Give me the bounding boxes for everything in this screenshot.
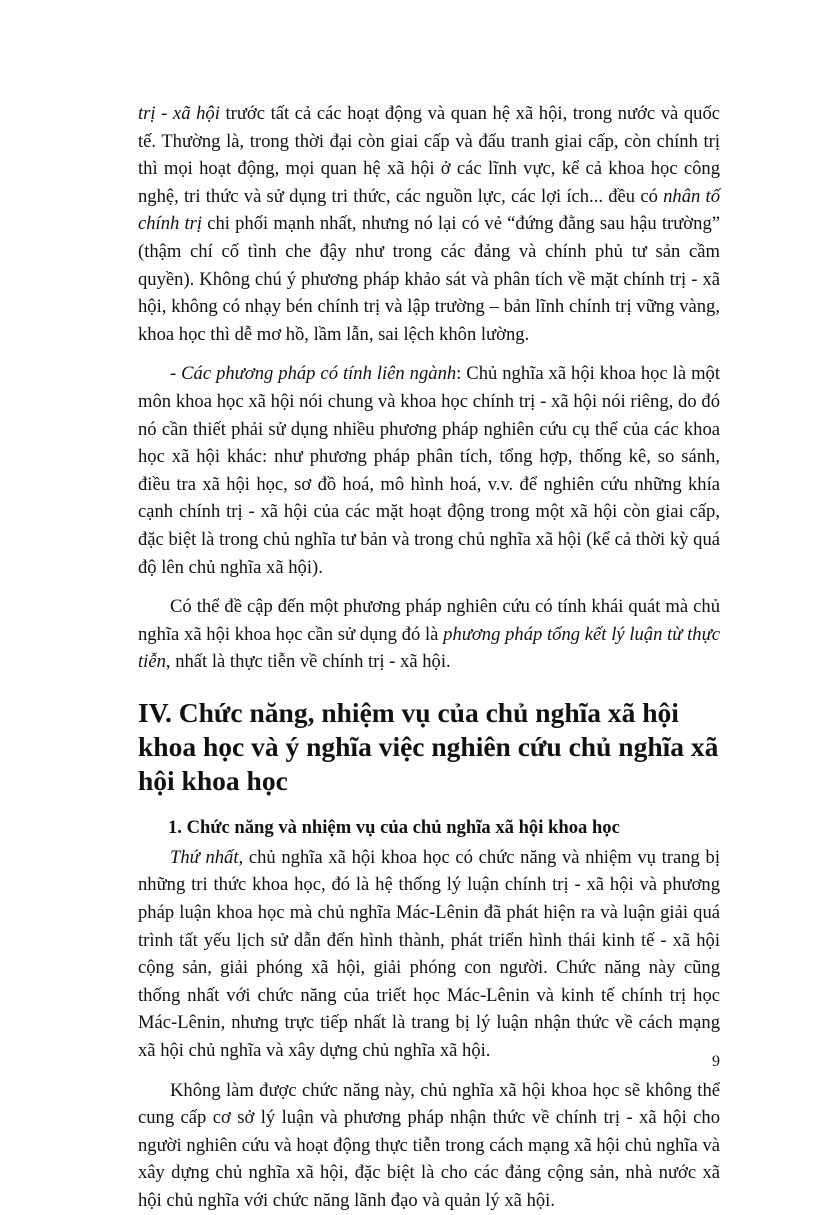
paragraph-first-function [138, 844, 720, 1065]
page-number: 9 [712, 1053, 720, 1070]
paragraph-political-factor [138, 100, 720, 348]
paragraph-text: Không làm được chức năng này, chủ nghĩa xã hội khoa học sẽ không thể cung cấp cơ sở lý luận và phương pháp nhận thức về chính trị - xã hội cho người nghiên cứu và hoạt động thực tiễn trong cách mạng xã hội chủ nghĩa và xây dựng chủ nghĩa xã hội, đặc biệt là cho các đảng cộng sản, nhà nước xã hội chủ nghĩa với chức năng lãnh đạo và quản lý xã hội. [138, 1079, 720, 1211]
subsection-heading: 1. Chức năng và nhiệm vụ của chủ nghĩa xã hội khoa học [168, 816, 620, 838]
paragraph-text: chi phối mạnh nhất, nhưng nó lại có vẻ “đứng đằng sau hậu trường” (thậm chí cố tình che đậy như trong các đảng và chính phủ tư sản cầm quyền). Không chú ý phương pháp khảo sát và phân tích về mặt chính trị - xã hội, không có nhạy bén chính trị và lập trường – bản lĩnh chính trị vững vàng, khoa học thì dễ mơ hồ, lầm lẫn, sai lệch khôn lường. [138, 213, 720, 345]
paragraph-text: chủ nghĩa xã hội khoa học có chức năng và nhiệm vụ trang bị những tri thức khoa học, đó là hệ thống lý luận chính trị - xã hội và phương pháp luận khoa học mà chủ nghĩa Mác-Lênin đã phát hiện ra và luận giải quá trình tất yếu lịch sử dẫn đến hình thành, phát triển hình thái kinh tế - xã hội cộng sản, giải phóng xã hội, giải phóng con người. Chức năng này cũng thống nhất với chức năng của triết học Mác-Lênin và kinh tế chính trị học Mác-Lênin, nhưng trực tiếp nhất là trang bị lý luận nhận thức về cách mạng xã hội chủ nghĩa và xây dựng chủ nghĩa xã hội. [138, 846, 720, 1062]
paragraph-consequence [138, 1077, 720, 1215]
paragraph-text: - [170, 363, 182, 385]
italic-term: Các phương pháp có tính liên ngành [181, 363, 457, 385]
italic-term: phương pháp tổng kết lý luận từ thực tiễn [138, 623, 720, 673]
paragraph-text: , nhất là thực tiễn về chính trị - xã hội. [165, 651, 451, 673]
section-heading: IV. Chức năng, nhiệm vụ của chủ nghĩa xã hội khoa học và ý nghĩa việc nghiên cứu chủ nghĩa xã hội khoa học [138, 696, 719, 796]
italic-term: Thứ nhất, [170, 846, 244, 868]
paragraph-text: Có thể đề cập đến một phương pháp nghiên cứu có tính khái quát mà chủ nghĩa xã hội khoa học cần sử dụng đó là [138, 596, 720, 645]
paragraph-general-method [138, 593, 720, 676]
paragraph-interdisciplinary-methods [138, 360, 720, 581]
italic-term: nhân tố chính trị [138, 185, 720, 235]
paragraph-text: : Chủ nghĩa xã hội khoa học là một môn khoa học xã hội nói chung và khoa học chính trị - xã hội nói riêng, do đó nó cần thiết phải sử dụng nhiều phương pháp nghiên cứu cụ thể của các khoa học xã hội khác: như phương pháp phân tích, tổng hợp, thống kê, so sánh, điều tra xã hội học, sơ đồ hoá, mô hình hoá, v.v. để nghiên cứu những khía cạnh chính trị - xã hội của các mặt hoạt động trong một xã hội còn giai cấp, đặc biệt là trong chủ nghĩa tư bản và trong chủ nghĩa xã hội (kể cả thời kỳ quá độ lên chủ nghĩa xã hội). [138, 363, 720, 578]
document-page [138, 100, 720, 1215]
paragraph-text: trước tất cả các hoạt động và quan hệ xã hội, trong nước và quốc tế. Thường là, trong thời đại còn giai cấp và đấu tranh giai cấp, còn chính trị thì mọi hoạt động, mọi quan hệ xã hội ở các lĩnh vực, kể cả khoa học công nghệ, tri thức và sử dụng tri thức, các nguồn lực, các lợi ích... đều có [138, 103, 721, 207]
italic-term: trị - xã hội [138, 103, 220, 124]
